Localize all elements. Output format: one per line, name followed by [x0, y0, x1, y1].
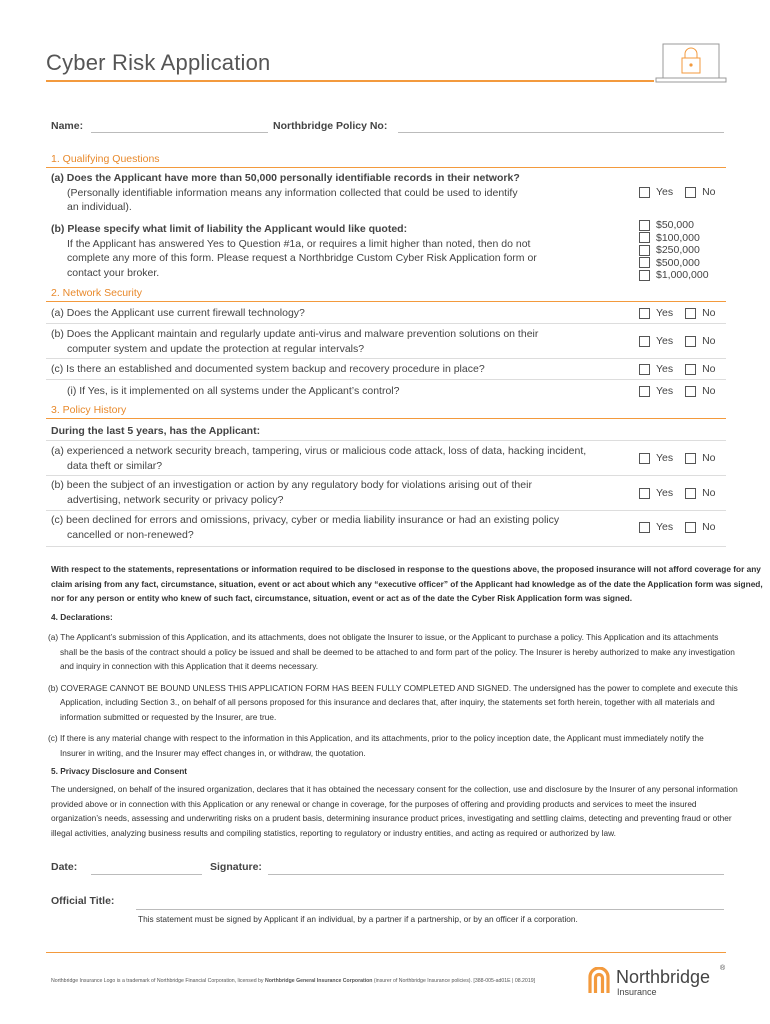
section-1-rule	[46, 167, 726, 168]
decl-c-2: Insurer in writing, and the Insurer may effect changes in, or withdraw, the quotation.	[60, 747, 366, 758]
q1b-note-2: complete any more of this form. Please request a Northbridge Custom Cyber Risk Application form or	[67, 252, 537, 264]
official-title-field[interactable]	[136, 909, 724, 910]
privacy-line-1: The undersigned, on behalf of the insured organization, declares that it has obtained the necessary consent for the collection, use and disclosure by the Insurer of any personal information	[51, 784, 738, 794]
q3a-no-label: No	[702, 452, 716, 464]
signature-label: Signature:	[210, 861, 262, 873]
official-title-label: Official Title:	[51, 895, 115, 907]
row-divider	[46, 475, 726, 476]
row-divider	[46, 358, 726, 359]
date-label: Date:	[51, 861, 78, 873]
privacy-consent	[51, 782, 741, 840]
date-field[interactable]	[91, 874, 202, 875]
q3b-no-checkbox[interactable]	[685, 488, 696, 499]
q3c-no-label: No	[702, 521, 716, 533]
q2b-text-1: (b) Does the Applicant maintain and regularly update anti-virus and malware prevention solutions on their	[51, 328, 539, 340]
q2b-text-2: computer system and update the protection at regular intervals?	[67, 342, 365, 355]
policy-number-label: Northbridge Policy No:	[273, 120, 388, 132]
q2a-yes-no	[639, 307, 716, 319]
limit-50k-checkbox[interactable]	[639, 220, 650, 231]
footer-text-1: Northbridge Insurance Logo is a trademark of Northbridge Financial Corporation, licensed by	[51, 978, 265, 984]
privacy-line-2: provided above or in connection with this Application or any renewal or change in coverage, for the purposes of offering and providing products and services to meet the insured	[51, 798, 697, 809]
q1b-text: (b) Please specify what limit of liability the Applicant would like quoted:	[51, 223, 408, 235]
footer-text-2: (insurer of Northbridge Insurance policies). [388-005-ad01E | 08.2019]	[372, 978, 536, 984]
limit-250k-label: $250,000	[656, 244, 700, 256]
q2ci-yes-checkbox[interactable]	[639, 386, 650, 397]
warning-line-1: With respect to the statements, representations or information required to be disclosed in response to the questions above, the proposed insurance will not afford coverage for any	[51, 564, 761, 574]
q2ci-no-label: No	[702, 385, 716, 397]
row-divider	[46, 546, 726, 547]
q2c-yes-no	[639, 363, 716, 375]
northbridge-subtitle: Insurance	[617, 987, 657, 997]
q3b-yes-label: Yes	[656, 487, 674, 499]
section-2-heading: 2. Network Security	[51, 287, 143, 299]
decl-a-2: shall be the basis of the contract should a policy be issued and shall be deemed to be attached to and form part of the policy. The Insurer is hereby authorized to make any investigation	[60, 646, 735, 657]
q3c-text-1: (c) been declined for errors and omissions, privacy, cyber or media liability insurance or had an existing policy	[51, 514, 560, 526]
page-title: Cyber Risk Application	[46, 50, 271, 75]
q3c-text-2: cancelled or non-renewed?	[67, 528, 194, 541]
decl-b-2: Application, including Section 3., on behalf of all persons proposed for this insurance and declares that, after inquiry, the statements set forth herein, together with all materials and	[60, 697, 715, 707]
q2ci-yes-no	[639, 385, 716, 397]
limit-500k-label: $500,000	[656, 256, 700, 269]
northbridge-wordmark: Northbridge	[616, 967, 711, 987]
q1a-note-2: an individual).	[67, 201, 132, 213]
warning-line-3: nor for any person or entity who knew of such fact, circumstance, situation, event or act as of the date the Cyber Risk Application form was signed.	[51, 593, 633, 603]
q2ci-no-checkbox[interactable]	[685, 386, 696, 397]
q2b-yes-label: Yes	[656, 335, 674, 347]
limit-options	[639, 219, 709, 282]
q3b-text-2: advertising, network security or privacy policy?	[67, 493, 284, 506]
section-3-heading: 3. Policy History	[51, 404, 127, 416]
limit-100k-label: $100,000	[656, 231, 700, 244]
limit-100k-checkbox[interactable]	[639, 232, 650, 243]
privacy-line-3: organization’s needs, assessing and underwriting risks on a prudent basis, determining insurance product prices, investigating and settling claims, detecting and preventing fraud or other	[51, 813, 732, 823]
decl-b-3: information submitted or requested by the Insurer, are true.	[60, 711, 277, 722]
q2b-no-checkbox[interactable]	[685, 336, 696, 347]
limit-500k-checkbox[interactable]	[639, 257, 650, 268]
q3b-no-label: No	[702, 487, 716, 499]
limit-250k-checkbox[interactable]	[639, 245, 650, 256]
q3a-text-1: (a) experienced a network security breach, tampering, virus or malicious code attack, loss of data, hacking incident,	[51, 445, 587, 457]
section-4-heading: 4. Declarations:	[51, 612, 113, 622]
q2c-yes-checkbox[interactable]	[639, 364, 650, 375]
q2a-yes-checkbox[interactable]	[639, 308, 650, 319]
decl-a-1: (a) The Applicant’s submission of this Application, and its attachments, does not obligate the Insurer to issue, or the Applicant to purchase a policy. This Application and its attachments	[48, 632, 719, 642]
coverage-warning	[51, 562, 763, 606]
q3a-no-checkbox[interactable]	[685, 453, 696, 464]
q2c-text: (c) Is there an established and documented system backup and recovery procedure in place?	[51, 363, 485, 375]
q2c-yes-label: Yes	[656, 363, 674, 375]
q3b-yes-checkbox[interactable]	[639, 488, 650, 499]
limit-1m-checkbox[interactable]	[639, 270, 650, 281]
northbridge-mark-icon	[587, 967, 611, 995]
q2ci-yes-label: Yes	[656, 385, 674, 397]
section-2-rule	[46, 301, 726, 302]
row-divider	[46, 510, 726, 511]
section-3-intro: During the last 5 years, has the Applicant:	[51, 425, 261, 437]
signature-field[interactable]	[268, 874, 724, 875]
limit-1m-label: $1,000,000	[656, 269, 709, 281]
q2b-yes-no	[639, 335, 716, 347]
section-3-rule	[46, 418, 726, 419]
section-5-heading: 5. Privacy Disclosure and Consent	[51, 766, 188, 776]
footer-rule	[46, 952, 726, 953]
registered-mark: ®	[720, 965, 726, 972]
q3a-yes-label: Yes	[656, 452, 674, 464]
row-divider	[46, 323, 726, 324]
name-field[interactable]	[91, 132, 268, 133]
q1a-yes-no	[639, 186, 716, 198]
title-underline	[46, 80, 654, 82]
decl-b-1: (b) COVERAGE CANNOT BE BOUND UNLESS THIS APPLICATION FORM HAS BEEN FULLY COMPLETED AND SIGNED. The undersigned has the power to complete and execute this	[48, 682, 738, 693]
q2ci-text: (i) If Yes, is it implemented on all systems under the Applicant’s control?	[67, 385, 400, 397]
decl-a-3: and inquiry in connection with this Application that it deems necessary.	[60, 661, 319, 671]
q3c-yes-no	[639, 521, 716, 533]
q2a-no-checkbox[interactable]	[685, 308, 696, 319]
privacy-line-4: illegal activities, analyzing business results and compiling statistics, reporting to regulatory or industry entities, and acting as required or authorized by law.	[51, 827, 616, 838]
laptop-lock-icon	[655, 43, 727, 83]
decl-c-1: (c) If there is any material change with respect to the information in this Application, and its attachments, prior to the policy inception date, the Applicant must immediately notify the	[48, 733, 704, 743]
q3a-text-2: data theft or similar?	[67, 459, 163, 472]
q3c-no-checkbox[interactable]	[685, 522, 696, 533]
q2a-no-label: No	[702, 307, 716, 319]
warning-line-2: claim arising from any fact, circumstance, situation, event or act about which any “executive officer” of the Applicant had knowledge as of the date the Application form was signed,	[51, 578, 763, 589]
q3a-yes-no	[639, 452, 716, 464]
section-1-heading: 1. Qualifying Questions	[51, 153, 160, 165]
northbridge-logo	[587, 965, 727, 997]
q1a-note-1: (Personally identifiable information means any information collected that could be used to identify	[67, 186, 518, 199]
row-divider	[46, 440, 726, 441]
q2b-no-label: No	[702, 335, 716, 347]
limit-50k-label: $50,000	[656, 219, 694, 231]
q2b-yes-checkbox[interactable]	[639, 336, 650, 347]
q3a-yes-checkbox[interactable]	[639, 453, 650, 464]
q3c-yes-checkbox[interactable]	[639, 522, 650, 533]
q3c-yes-label: Yes	[656, 521, 674, 533]
policy-number-field[interactable]	[398, 132, 724, 133]
signing-note: This statement must be signed by Applicant if an individual, by a partner if a partnership, or by an officer if a corporation.	[138, 914, 578, 924]
q1b-note-1: If the Applicant has answered Yes to Question #1a, or requires a limit higher than noted, then do not	[67, 237, 531, 250]
q1a-yes-checkbox[interactable]	[639, 187, 650, 198]
q2c-no-checkbox[interactable]	[685, 364, 696, 375]
q1a-no-checkbox[interactable]	[685, 187, 696, 198]
declarations	[48, 630, 738, 760]
q1a-no-label: No	[702, 186, 716, 198]
q1b-note-3: contact your broker.	[67, 266, 160, 279]
q3b-text-1: (b) been the subject of an investigation or action by any regulatory body for violations arising out of their	[51, 479, 532, 491]
q2a-text: (a) Does the Applicant use current firewall technology?	[51, 307, 305, 319]
footer-legal	[51, 978, 535, 984]
name-label: Name:	[51, 120, 84, 132]
q1a-yes-label: Yes	[656, 186, 674, 198]
footer-text-bold: Northbridge General Insurance Corporation	[264, 978, 373, 984]
q2c-no-label: No	[702, 363, 716, 375]
q2a-yes-label: Yes	[656, 307, 674, 319]
q3b-yes-no	[639, 487, 716, 499]
row-divider	[46, 379, 726, 380]
q1a-text: (a) Does the Applicant have more than 50,000 personally identifiable records in their network?	[51, 172, 520, 184]
